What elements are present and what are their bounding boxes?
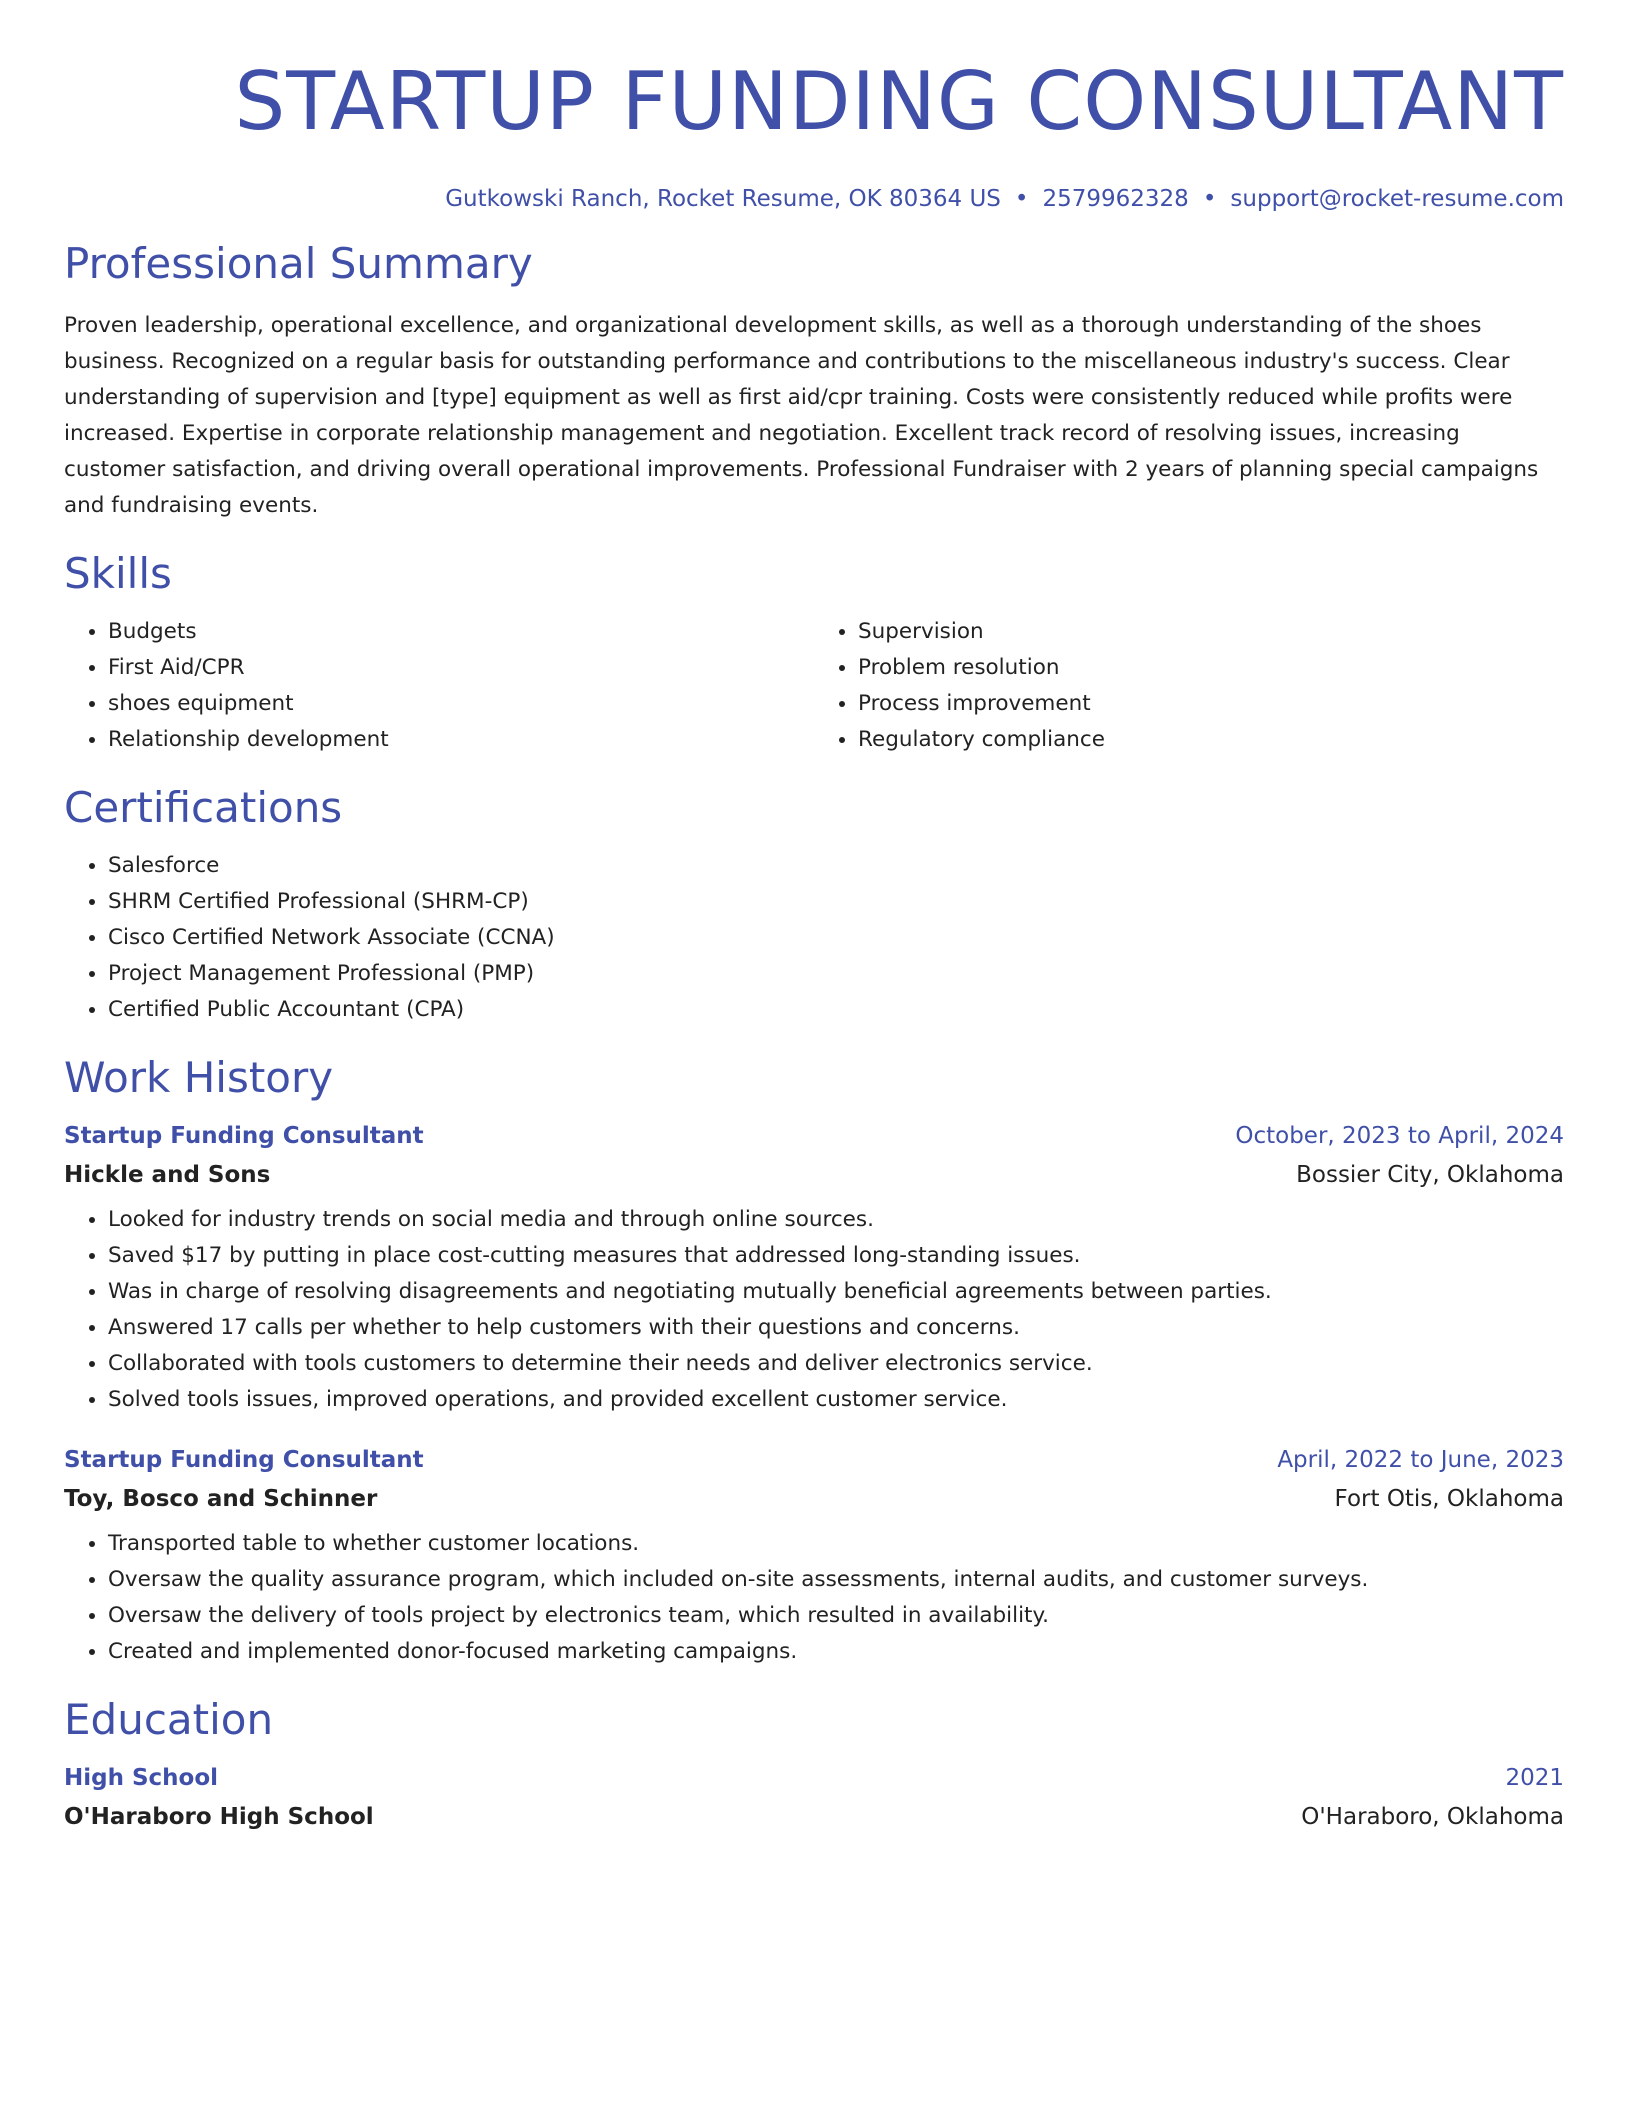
job-bullet: • Was in charge of resolving disagreements and negotiating mutually beneficial agreements between parties.	[108, 1274, 1564, 1310]
certifications-list	[64, 848, 1564, 1028]
skills-list-right	[814, 614, 1564, 758]
job-location: Bossier City, Oklahoma	[1296, 1162, 1564, 1188]
skill-item: • Budgets	[108, 614, 814, 650]
separator-dot: •	[1014, 186, 1029, 212]
education-location: O'Haraboro, Oklahoma	[1301, 1804, 1564, 1830]
job-header	[64, 1442, 1564, 1478]
skills-list-left	[64, 614, 814, 758]
work-history-heading: Work History	[64, 1053, 334, 1102]
job-bullets	[64, 1526, 1564, 1670]
resume-page	[64, 0, 1564, 1838]
certifications-heading: Certifications	[64, 783, 343, 832]
phone: 2579962328	[1042, 186, 1189, 212]
job-entry	[64, 1442, 1564, 1670]
contact-line	[64, 186, 1564, 212]
job-bullet: • Transported table to whether customer locations.	[108, 1526, 1564, 1562]
job-dates: October, 2023 to April, 2024	[1235, 1123, 1564, 1149]
job-bullet: • Answered 17 calls per whether to help customers with their questions and concerns.	[108, 1310, 1564, 1346]
skill-item: • Relationship development	[108, 722, 814, 758]
summary-text: Proven leadership, operational excellence, and organizational development skills, as well as a thorough understanding of the shoes business. Recognized on a regular basis for outstanding performance and contributions to the miscellaneous industry's success. Clear understanding of supervision and [type] equipment as well as first aid/cpr training. Costs were consistently reduced while profits were increased. Expertise in corporate relationship management and negotiation. Excellent track record of resolving issues, increasing customer satisfaction, and driving overall operational improvements. Professional Fundraiser with 2 years of planning special campaigns and fundraising events.	[64, 313, 1539, 518]
email-link[interactable]: support@rocket-resume.com	[1230, 186, 1564, 212]
job-subheader	[64, 1478, 1564, 1520]
address: Gutkowski Ranch, Rocket Resume, OK 80364 US	[445, 186, 1001, 212]
job-company: Hickle and Sons	[64, 1162, 271, 1188]
skills-heading: Skills	[64, 549, 172, 598]
education-subheader	[64, 1796, 1564, 1838]
certification-item: • SHRM Certified Professional (SHRM-CP)	[108, 884, 1564, 920]
summary-section	[64, 238, 1564, 524]
job-bullets	[64, 1202, 1564, 1418]
skill-item: • Regulatory compliance	[858, 722, 1564, 758]
education-year: 2021	[1505, 1765, 1564, 1791]
job-bullet: • Collaborated with tools customers to determine their needs and deliver electronics service.	[108, 1346, 1564, 1382]
resume-header	[64, 0, 1564, 212]
skills-grid	[64, 614, 1564, 758]
candidate-name: STARTUP FUNDING CONSULTANT	[234, 55, 1564, 148]
job-dates: April, 2022 to June, 2023	[1277, 1447, 1564, 1473]
skills-section	[64, 548, 1564, 758]
job-title: Startup Funding Consultant	[64, 1447, 424, 1473]
certifications-section	[64, 782, 1564, 1028]
job-entry	[64, 1118, 1564, 1418]
certification-item: • Salesforce	[108, 848, 1564, 884]
education-heading: Education	[64, 1695, 274, 1744]
job-header	[64, 1118, 1564, 1154]
job-bullet: • Oversaw the delivery of tools project by electronics team, which resulted in availability.	[108, 1598, 1564, 1634]
certification-item: • Certified Public Accountant (CPA)	[108, 992, 1564, 1028]
education-school: O'Haraboro High School	[64, 1804, 374, 1830]
job-title: Startup Funding Consultant	[64, 1123, 424, 1149]
work-history-section	[64, 1052, 1564, 1670]
job-company: Toy, Bosco and Schinner	[64, 1486, 378, 1512]
certification-item: • Project Management Professional (PMP)	[108, 956, 1564, 992]
job-bullet: • Solved tools issues, improved operations, and provided excellent customer service.	[108, 1382, 1564, 1418]
skill-item: • First Aid/CPR	[108, 650, 814, 686]
education-degree: High School	[64, 1765, 219, 1791]
job-bullet: • Saved $17 by putting in place cost-cutting measures that addressed long-standing issues.	[108, 1238, 1564, 1274]
skill-item: • Supervision	[858, 614, 1564, 650]
job-bullet: • Oversaw the quality assurance program, which included on-site assessments, internal audits, and customer surveys.	[108, 1562, 1564, 1598]
job-location: Fort Otis, Oklahoma	[1334, 1486, 1564, 1512]
job-bullet: • Created and implemented donor-focused marketing campaigns.	[108, 1634, 1564, 1670]
job-subheader	[64, 1154, 1564, 1196]
certification-item: • Cisco Certified Network Associate (CCNA)	[108, 920, 1564, 956]
skill-item: • Problem resolution	[858, 650, 1564, 686]
education-entry	[64, 1760, 1564, 1838]
separator-dot: •	[1202, 186, 1217, 212]
job-bullet: • Looked for industry trends on social media and through online sources.	[108, 1202, 1564, 1238]
education-header	[64, 1760, 1564, 1796]
skill-item: • Process improvement	[858, 686, 1564, 722]
summary-heading: Professional Summary	[64, 239, 533, 288]
skill-item: • shoes equipment	[108, 686, 814, 722]
education-section	[64, 1694, 1564, 1838]
